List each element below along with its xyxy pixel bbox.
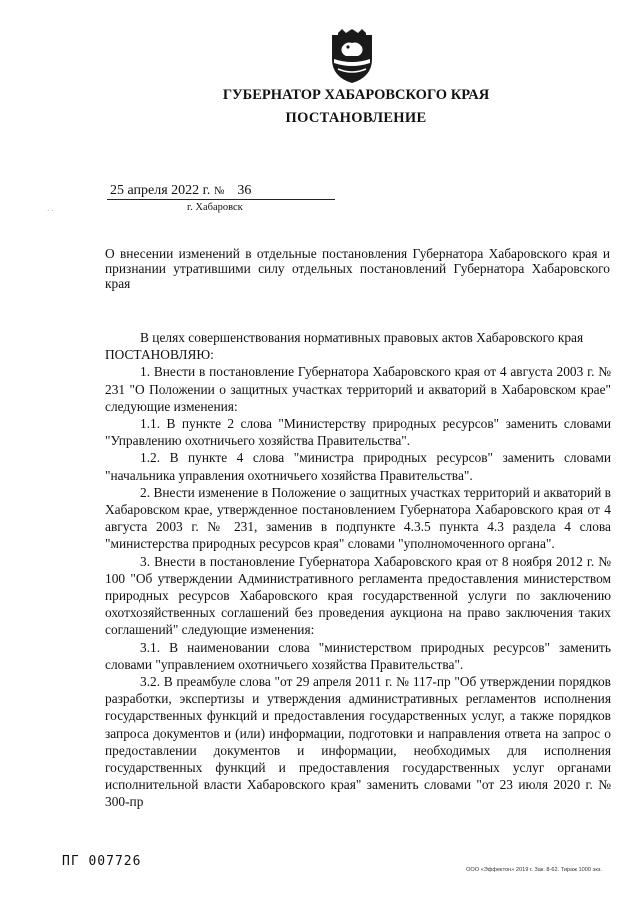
body-paragraph: 3.2. В преамбуле слова "от 29 апреля 2011 г. № 117-пр "Об утверждении порядков разработки, экспертизы и утверждения административных регламентов исполнения государственных функций и предоставления государственных услуг, а также порядков запроса документов и (или) информации, подготовки и направления ответа на запрос о предоставлении документов и информации, необходимых для исполнения государственных функций и предоставления государственных услуг органами исполнительной власти Хабаровского края" заменить словами "от 23 июля 2020 г. № 300-пр — [105, 674, 611, 810]
document-city: г. Хабаровск — [187, 202, 243, 213]
printer-imprint: ООО «Эффектон» 2019 г. Зак. 8-62. Тираж 1000 экз. — [466, 867, 603, 873]
body-paragraph: 1. Внести в постановление Губернатора Хабаровского края от 4 августа 2003 г. № 231 "О Положении о защитных участках территорий и акваторий в Хабаровском крае" следующие изменения: — [105, 364, 611, 414]
scan-speck: · · — [47, 207, 54, 215]
date-underline — [107, 199, 335, 200]
body-paragraph: 2. Внести изменение в Положение о защитных участках территорий и акваторий в Хабаровском крае, утвержденное постановлением Губернатора Хабаровского края от 4 августа 2003 г. № 231, заменив в подпункте 4.3.5 пункта 4.3 раздела 4 слова "министерства природных ресурсов края" словами "уполномоченного органа". — [105, 484, 611, 552]
document-subject: О внесении изменений в отдельные постановления Губернатора Хабаровского края и признании утратившими силу отдельных постановлений Губернатора Хабаровского края — [105, 246, 610, 291]
body-paragraph: 3. Внести в постановление Губернатора Хабаровского края от 8 ноября 2012 г. № 100 "Об утверждении Административного регламента предоставления министерством природных ресурсов Хабаровского края государственной услуги по заключению охотхозяйственных соглашений без проведения аукциона на право заключения таких соглашений" следующие изменения: — [105, 553, 611, 638]
document-body — [105, 329, 611, 811]
document-type: ПОСТАНОВЛЕНИЕ — [285, 110, 427, 126]
body-paragraph: 3.1. В наименовании слова "министерством природных ресурсов" заменить словами "управлением охотничьего хозяйства Правительства". — [105, 639, 611, 672]
date-line — [110, 183, 251, 199]
form-serial-number: ПГ 007726 — [62, 854, 142, 869]
document-date: 25 апреля 2022 г. — [110, 183, 211, 198]
issuer-title: ГУБЕРНАТОР ХАБАРОВСКОГО КРАЯ — [222, 87, 490, 103]
body-paragraph: В целях совершенствования нормативных правовых актов Хабаровского края — [140, 330, 584, 345]
number-label: № — [213, 185, 225, 197]
khabarovsk-coat-of-arms-icon — [328, 29, 376, 85]
body-paragraph: 1.2. В пункте 4 слова "министра природных ресурсов" заменить словами "начальника управления охотничьего хозяйства Правительства". — [105, 450, 611, 483]
body-paragraph: 1.1. В пункте 2 слова "Министерству природных ресурсов" заменить словами "Управлению охотничьего хозяйства Правительства". — [105, 416, 611, 449]
document-number: 36 — [237, 183, 252, 198]
body-resolution-keyword: ПОСТАНОВЛЯЮ: — [105, 347, 214, 363]
